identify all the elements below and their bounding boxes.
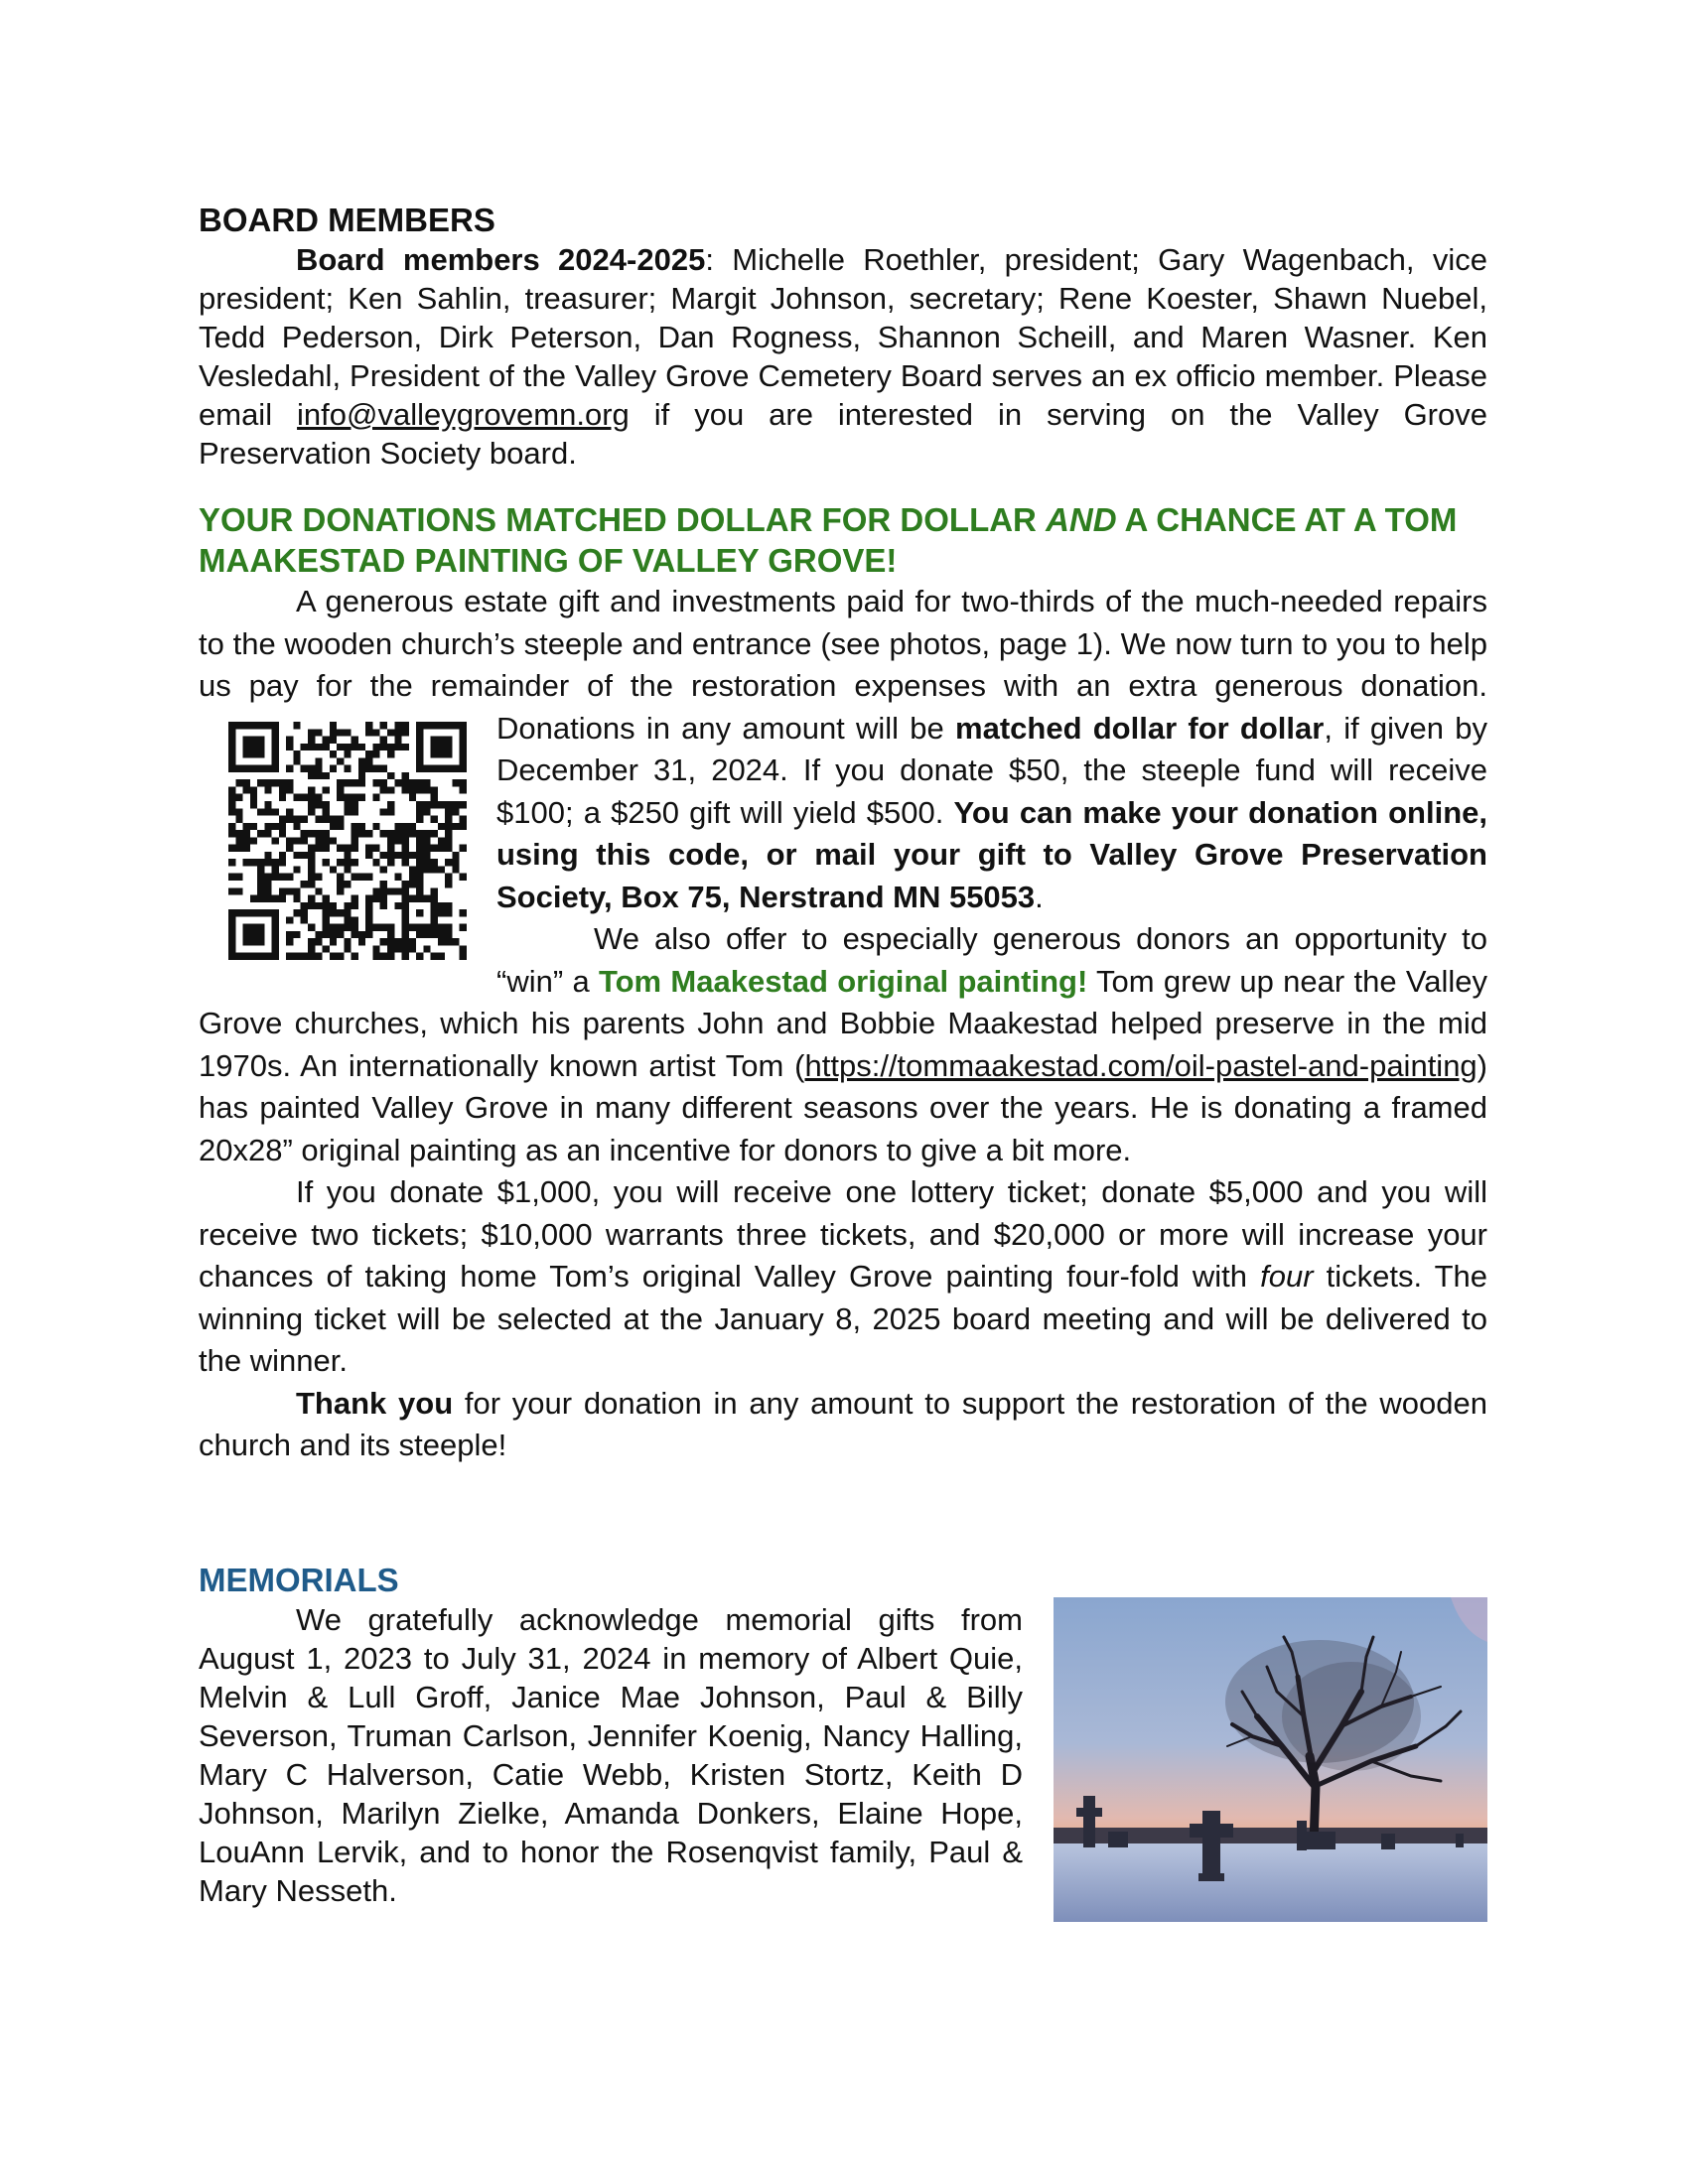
p1-text-1: A generous estate gift and investments paid for two-thirds of the much-needed repairs to the wooden church’s steeple and entrance (see photos, page 1). We now turn to you to help us pay for the remainder of the restoration expenses with an extra generous donation. Donations in any amount will be	[199, 584, 1487, 746]
p2-text-3: ) has painted Valley Grove in many different seasons over the years. He is donating a framed 20x28” original painting as an incentive for donors to give a bit more.	[199, 1047, 1487, 1167]
p3-text-1: If you donate $1,000, you will receive one lottery ticket; donate $5,000 and you will receive two tickets; $10,000 warrants three tickets, and $20,000 or more will increase your chances of taking home Tom’s original Valley Grove painting four-fold with	[199, 1174, 1487, 1294]
donations-heading	[199, 499, 1487, 581]
board-text-2: if you are interested in serving on the Valley Grove Preservation Society board.	[199, 397, 1487, 471]
p4-text: for your donation in any amount to support the restoration of the wooden church and its steeple!	[199, 1385, 1487, 1462]
board-paragraph	[199, 240, 1487, 473]
donations-paragraph-3	[199, 1171, 1487, 1383]
board-heading: BOARD MEMBERS	[199, 202, 495, 238]
donation-qr-code[interactable]	[228, 722, 467, 960]
donations-paragraph-4	[199, 1383, 1487, 1467]
email-link[interactable]: info@valleygrovemn.org	[297, 397, 630, 432]
cemetery-winter-photo	[1054, 1597, 1487, 1922]
board-members-section	[199, 201, 1487, 473]
memorials-paragraph: We gratefully acknowledge memorial gifts from August 1, 2023 to July 31, 2024 in memory of Albert Quie, Melvin & Lull Groff, Janice Mae Johnson, Paul & Billy Severson, Truman Carlson, Jennifer Koenig, Nancy Halling, Mary C Halverson, Catie Webb, Kristen Stortz, Keith D Johnson, Marilyn Zielke, Amanda Donkers, Elaine Hope, LouAnn Lervik, and to honor the Rosenqvist family, Paul & Mary Nesseth.	[199, 1602, 1023, 1908]
heading-part-1: YOUR DONATIONS MATCHED DOLLAR FOR DOLLAR	[199, 501, 1047, 538]
heading-and: AND	[1046, 501, 1117, 538]
artist-website-link[interactable]: https://tommaakestad.com/oil-pastel-and-painting	[804, 1047, 1477, 1083]
p2-text-1: We also offer to especially generous donors an opportunity to “win” a	[496, 921, 1487, 999]
thank-you-bold: Thank you	[296, 1385, 454, 1421]
qr-code-graphic	[228, 722, 467, 960]
board-lead: Board members 2024-2025	[296, 242, 706, 277]
p3-italic: four	[1260, 1259, 1314, 1294]
p1-text-2: , if given by December 31, 2024. If you donate $50, the steeple fund will receive $100; a $250 gift will yield $500.	[496, 710, 1488, 830]
board-text-1: : Michelle Roethler, president; Gary Wagenbach, vice president; Ken Sahlin, treasurer; Margit Johnson, secretary; Rene Koester, Shawn Nuebel, Tedd Pederson, Dirk Peterson, Dan Rogness, Shannon Scheill, and Maren Wasner. Ken Vesledahl, President of the Valley Grove Cemetery Board serves an ex officio member. Please email	[199, 242, 1487, 432]
painting-highlight: Tom Maakestad original painting!	[598, 963, 1088, 999]
p1-text-3: .	[1035, 879, 1044, 914]
donations-paragraph-1	[199, 581, 1487, 918]
p2-text-2: Tom grew up near the Valley Grove churches, which his parents John and Bobbie Maakestad helped preserve in the mid 1970s. An internationally known artist Tom (	[199, 963, 1487, 1083]
heading-part-2: A CHANCE AT A TOM MAAKESTAD PAINTING OF VALLEY GROVE!	[199, 501, 1458, 579]
p1-bold-1: matched dollar for dollar	[955, 710, 1325, 746]
memorials-heading: MEMORIALS	[199, 1562, 399, 1598]
cemetery-photo-graphic	[1054, 1597, 1487, 1922]
memorials-section	[199, 1561, 1023, 1910]
donations-section	[199, 499, 1487, 1467]
p3-text-2: tickets. The winning ticket will be selected at the January 8, 2025 board meeting and will be delivered to the winner.	[199, 1259, 1487, 1378]
p1-bold-2: You can make your donation online, using this code, or mail your gift to Valley Grove Preservation Society, Box 75, Nerstrand MN 55053	[496, 794, 1487, 914]
